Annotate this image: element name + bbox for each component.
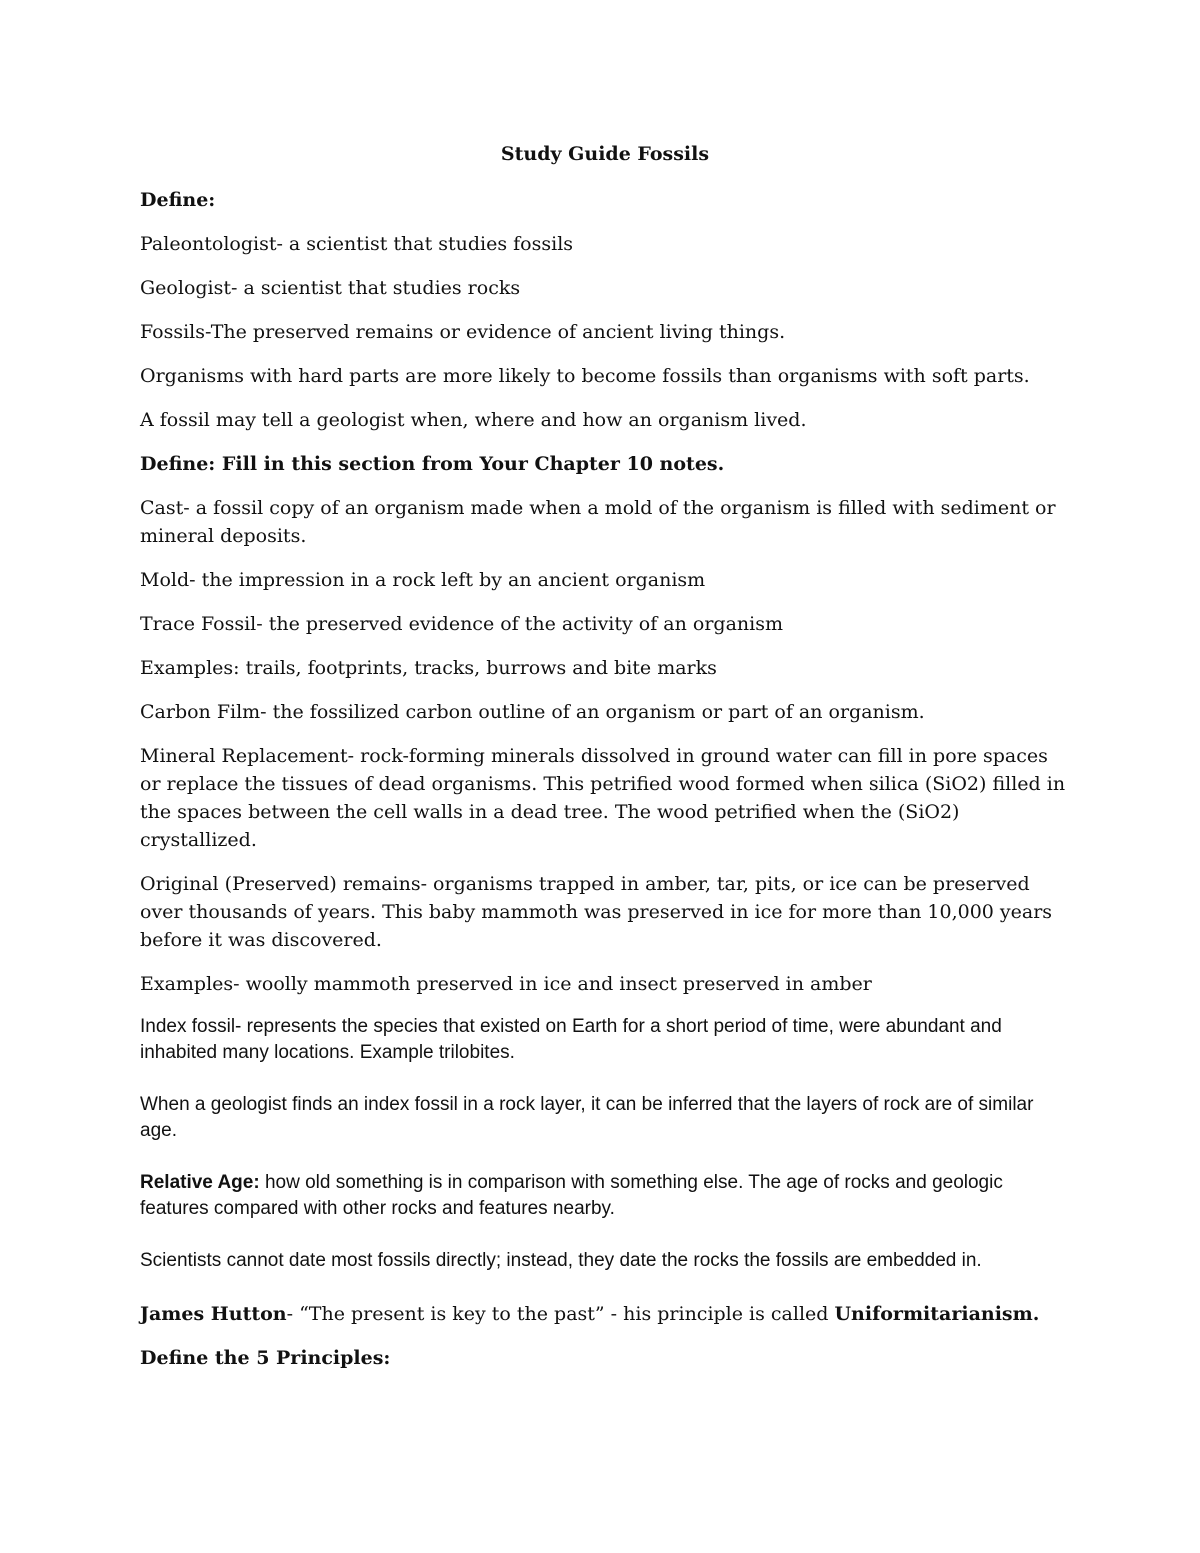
definition-cast: Cast- a fossil copy of an organism made when a mold of the organism is filled with sediment or mineral deposits. xyxy=(140,497,1056,547)
definition-mold: Mold- the impression in a rock left by an ancient organism xyxy=(140,569,706,591)
index-fossil-inference: When a geologist finds an index fossil in a rock layer, it can be inferred that the layers of rock are of similar age. xyxy=(140,1094,1034,1141)
preserved-examples: Examples- woolly mammoth preserved in ice and insect preserved in amber xyxy=(140,973,872,995)
definition-index-fossil: Index fossil- represents the species that existed on Earth for a short period of time, were abundant and inhabited many locations. Example trilobites. xyxy=(140,1016,1002,1063)
trace-examples: Examples: trails, footprints, tracks, burrows and bite marks xyxy=(140,657,717,679)
principles-heading: Define the 5 Principles: xyxy=(140,1347,391,1369)
definition-fossils: Fossils-The preserved remains or evidence of ancient living things. xyxy=(140,321,786,343)
scientists-dating-note: Scientists cannot date most fossils directly; instead, they date the rocks the fossils are embedded in. xyxy=(140,1250,982,1271)
definition-relative-age xyxy=(140,1170,1070,1222)
definition-trace-fossil: Trace Fossil- the preserved evidence of the activity of an organism xyxy=(140,613,784,635)
definition-geologist: Geologist- a scientist that studies rocks xyxy=(140,277,521,299)
document-page xyxy=(140,140,1070,1388)
relative-age-text: how old something is in comparison with something else. The age of rocks and geologic features compared with other rocks and features nearby. xyxy=(140,1172,1003,1219)
hutton-principle xyxy=(140,1300,1070,1328)
definition-paleontologist: Paleontologist- a scientist that studies fossils xyxy=(140,233,574,255)
relative-age-term: Relative Age: xyxy=(140,1172,260,1193)
definition-mineral-replacement: Mineral Replacement- rock-forming minerals dissolved in ground water can fill in pore spaces or replace the tissues of dead organisms. This petrified wood formed when silica (SiO2) filled in the spaces between the cell walls in a dead tree. The wood petrified when the (SiO2) crystallized. xyxy=(140,745,1066,851)
hutton-quote: - “The present is key to the past” - his principle is called xyxy=(286,1303,835,1325)
statement-hard-parts: Organisms with hard parts are more likely to become fossils than organisms with soft parts. xyxy=(140,365,1030,387)
chapter-heading: Define: Fill in this section from Your Chapter 10 notes. xyxy=(140,453,725,475)
hutton-principle-name: Uniformitarianism. xyxy=(834,1303,1040,1325)
define-heading: Define: xyxy=(140,189,216,211)
hutton-name: James Hutton xyxy=(140,1303,287,1325)
statement-fossil-tells: A fossil may tell a geologist when, where and how an organism lived. xyxy=(140,409,807,431)
definition-carbon-film: Carbon Film- the fossilized carbon outline of an organism or part of an organism. xyxy=(140,701,925,723)
page-title: Study Guide Fossils xyxy=(500,143,710,165)
definition-original-remains: Original (Preserved) remains- organisms trapped in amber, tar, pits, or ice can be preserved over thousands of years. This baby mammoth was preserved in ice for more than 10,000 years before it was discovered. xyxy=(140,873,1053,951)
